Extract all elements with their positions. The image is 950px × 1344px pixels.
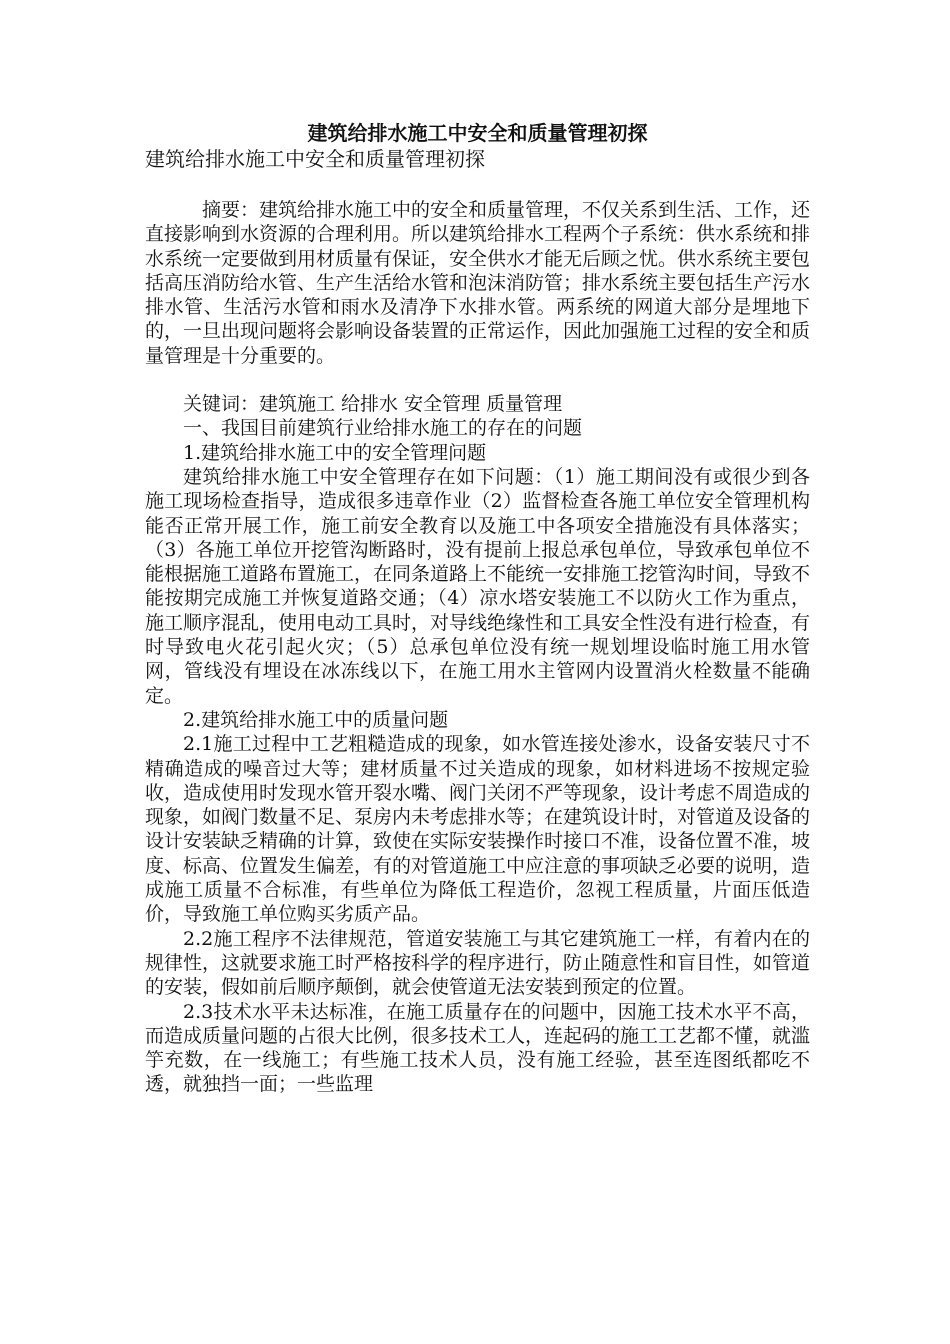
safety-issues-paragraph: 建筑给排水施工中安全管理存在如下问题：（1）施工期间没有或很少到各施工现场检查指导，造成很多违章作业（2）监督检查各施工单位安全管理机构能否正常开展工作，施工前安全教育以及施工中各项安全措施没有具体落实；（3）各施工单位开挖管沟断路时，没有提前上报总承包单位，导致承包单位不能根据施工道路布置施工，在同条道路上不能统一安排施工挖管沟时间，导致不能按期完成施工并恢复道路交通；（4）凉水塔安装施工不以防火工作为重点，施工顺序混乱，使用电动工具时，对导线绝缘性和工具安全性没有进行检查，有时导致电火花引起火灾；（5）总承包单位没有统一规划埋设临时施工用水管网，管线没有埋设在冰冻线以下，在施工用水主管网内设置消火栓数量不能确定。 — [145, 465, 811, 707]
paragraph-2-3: 2.3技术水平未达标准，在施工质量存在的问题中，因施工技术水平不高，而造成质量问题的占很大比例，很多技术工人，连起码的施工工艺都不懂，就滥竽充数，在一线施工；有些施工技术人员，没有施工经验，甚至连图纸都吃不透，就独挡一面；一些监理 — [145, 1000, 811, 1096]
subsection-heading-2: 2.建筑给排水施工中的质量问题 — [183, 708, 449, 731]
document-body — [145, 120, 810, 1097]
abstract-paragraph: 摘要：建筑给排水施工中的安全和质量管理，不仅关系到生活、工作，还直接影响到水资源的合理利用。所以建筑给排水工程两个子系统：供水系统和排水系统一定要做到用材质量有保证，安全供水才能无后顾之忧。供水系统主要包括高压消防给水管、生产生活给水管和泡沫消防管；排水系统主要包括生产污水排水管、生活污水管和雨水及清净下水排水管。两系统的网道大部分是埋地下的，一旦出现问题将会影响设备装置的正常运作，因此加强施工过程的安全和质量管理是十分重要的。 — [145, 199, 811, 367]
blank-line — [145, 368, 810, 392]
keywords-line: 关键词：建筑施工 给排水 安全管理 质量管理 — [183, 393, 563, 416]
section-heading-1: 一、我国目前建筑行业给排水施工的存在的问题 — [183, 417, 583, 440]
paragraph-2-2: 2.2施工程序不法律规范，管道安装施工与其它建筑施工一样，有着内在的规律性，这就要求施工时严格按科学的程序进行，防止随意性和盲目性，如管道的安装，假如前后顺序颠倒，就会使管道无法安装到预定的位置。 — [145, 927, 811, 999]
blank-line — [145, 172, 810, 198]
subsection-heading-1: 1.建筑给排水施工中的安全管理问题 — [183, 441, 487, 464]
document-subtitle: 建筑给排水施工中安全和质量管理初探 — [145, 147, 485, 171]
document-title: 建筑给排水施工中安全和质量管理初探 — [307, 121, 648, 145]
paragraph-2-1: 2.1施工过程中工艺粗糙造成的现象，如水管连接处渗水，设备安装尺寸不精确造成的噪音过大等；建材质量不过关造成的现象，如材料进场不按规定验收，造成使用时发现水管开裂水嘴、阀门关闭不严等现象，设计考虑不周造成的现象，如阀门数量不足、泵房内未考虑排水等；在建筑设计时，对管道及设备的设计安装缺乏精确的计算，致使在实际安装操作时接口不准，设备位置不准，坡度、标高、位置发生偏差，有的对管道施工中应注意的事项缺乏必要的说明，造成施工质量不合标准，有些单位为降低工程造价，忽视工程质量，片面压低造价，导致施工单位购买劣质产品。 — [145, 733, 811, 926]
